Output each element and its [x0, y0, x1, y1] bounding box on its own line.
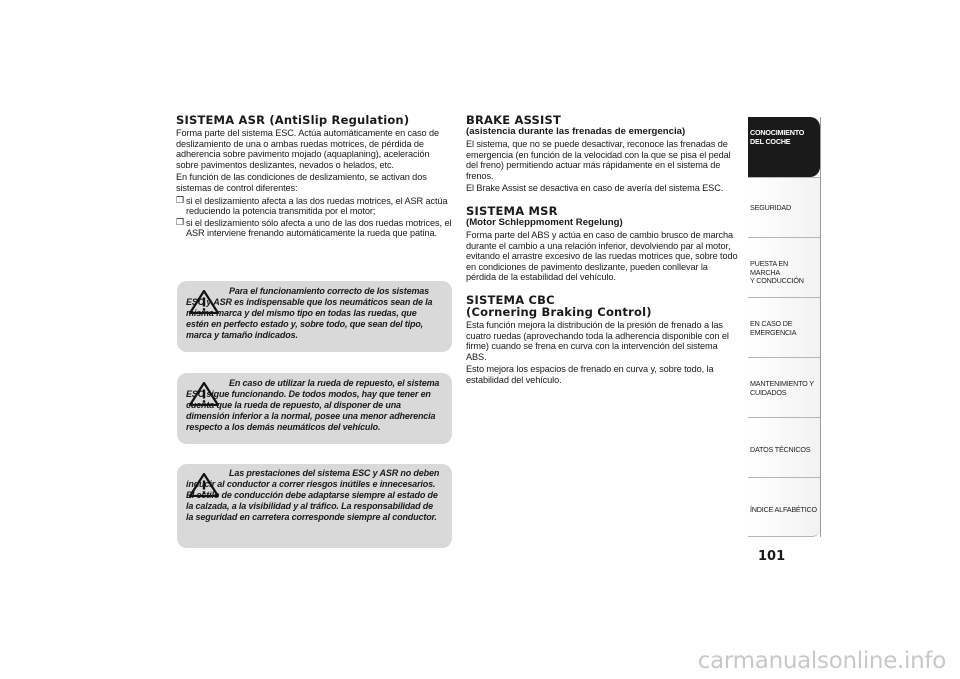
tab-label: EMERGENCIA [750, 327, 797, 337]
cbc-heading-sub: (Cornering Braking Control) [466, 304, 652, 319]
tab-puesta-en-marcha[interactable] [748, 237, 820, 297]
tab-datos-tecnicos[interactable] [748, 417, 820, 477]
cbc-paragraph-1: Esta función mejora la distribución de la presión de frenado a las cuatro ruedas (aprovechando toda la adherencia disponible con el firme) cuando se frena en curva con la intervención del sistema ABS. [466, 319, 729, 362]
tab-label: CONOCIMIENTO [750, 128, 805, 137]
warning-text: Las prestaciones del sistema ESC y ASR no deben inducir al conductor a correr riesgos inútiles e innecesarios. El estilo de conducción debe adaptarse siempre al estado de la calzada, a la visibilidad y al tráfico. La responsabilidad de la seguridad en carretera corresponde siempre al conductor. [186, 468, 440, 522]
brake-assist-heading: BRAKE ASSIST [466, 113, 562, 127]
tab-indice-alfabetico[interactable] [748, 477, 820, 537]
cbc-paragraph-2: Esto mejora los espacios de frenado en curva y, sobre todo, la estabilidad del vehículo. [466, 364, 714, 385]
chapter-tabs [748, 117, 821, 537]
bullet-text: si el deslizamiento sólo afecta a uno de las dos ruedas motrices, el ASR interviene frenando automáticamente la rueda que patina. [186, 217, 452, 239]
asr-heading: SISTEMA ASR (AntiSlip Regulation) [176, 113, 410, 127]
brake-assist-paragraph-2: El Brake Assist se desactiva en caso de avería del sistema ESC. [466, 183, 724, 194]
warning-box-driving-risk [177, 464, 452, 548]
page-number: 101 [758, 549, 786, 564]
tab-label: DATOS TÉCNICOS [750, 445, 811, 454]
tab-label: EN CASO DE [750, 319, 793, 328]
tab-label: MANTENIMIENTO Y [750, 379, 814, 388]
checkbox-bullet-icon: ❒ [176, 195, 185, 206]
right-column [466, 114, 740, 388]
bullet-text: si el deslizamiento afecta a las dos ruedas motrices, el ASR actúa reduciendo la potencia transmitida por el motor; [186, 195, 448, 217]
tab-label: PUESTA EN MARCHA [750, 259, 789, 277]
tab-en-caso-de-emergencia[interactable] [748, 297, 820, 357]
tab-label: CUIDADOS [750, 387, 787, 397]
asr-paragraph-2: En función de las condiciones de deslizamiento, se activan dos sistemas de control diferentes: [176, 172, 427, 193]
warning-text: Para el funcionamiento correcto de los sistemas ESC y ASR es indispensable que los neumáticos sean de la misma marca y del mismo tipo en todas las ruedas, que estén en perfecto estado y, sobre todo, que sean del tipo, marca y tamaño indicados. [186, 286, 433, 340]
brake-assist-paragraph-1: El sistema, que no se puede desactivar, reconoce las frenadas de emergencia (en función de la velocidad con la que se pisa el pedal del freno) permitiendo actuar más rápidamente en el sistema de frenos. [466, 139, 731, 181]
tab-seguridad[interactable] [748, 177, 820, 237]
left-column [176, 114, 452, 240]
warning-box-spare-wheel [177, 373, 452, 444]
tab-label: DEL COCHE [750, 136, 791, 146]
msr-heading: SISTEMA MSR [466, 203, 558, 218]
tab-conocimiento-del-coche[interactable] [748, 117, 820, 177]
tab-label: SEGURIDAD [750, 203, 791, 212]
asr-paragraph-1: Forma parte del sistema ESC. Actúa automáticamente en caso de deslizamiento de una o ambas ruedas motrices, de pérdida de adherencia sobre pavimento mojado (aquaplaning), aceleración sobre pavimentos deslizantes, nevados o helados, etc. [176, 128, 440, 170]
tab-label: Y CONDUCCIÓN [750, 276, 804, 285]
asr-bullet-2 [176, 218, 452, 239]
checkbox-bullet-icon: ❒ [176, 217, 185, 228]
watermark-text: carmanualsonline.info [697, 648, 946, 674]
brake-assist-subheading: (asistencia durante las frenadas de emergencia) [466, 126, 686, 137]
asr-bullet-1 [176, 196, 452, 217]
tab-label: ÍNDICE ALFABÉTICO [750, 505, 817, 514]
warning-box-tyres [177, 281, 452, 352]
tab-mantenimiento[interactable] [748, 357, 820, 417]
cbc-heading: SISTEMA CBC [466, 292, 555, 307]
msr-paragraph: Forma parte del ABS y actúa en caso de cambio brusco de marcha durante el cambio a una relación inferior, devolviendo par al motor, evitando el arrastre excesivo de las ruedas motrices que, sobre todo en condiciones de pavimento deslizante, pueden conllevar la pérdida de la estabilidad del vehículo. [466, 229, 738, 283]
msr-subheading: (Motor Schleppmoment Regelung) [466, 216, 623, 228]
warning-text: En caso de utilizar la rueda de repuesto, el sistema ESC sigue funcionando. De todos modos, hay que tener en cuenta que la rueda de repuesto, al disponer de una dimensión inferior a la normal, posee una menor adherencia respecto a los demás neumáticos del vehículo. [186, 378, 440, 432]
